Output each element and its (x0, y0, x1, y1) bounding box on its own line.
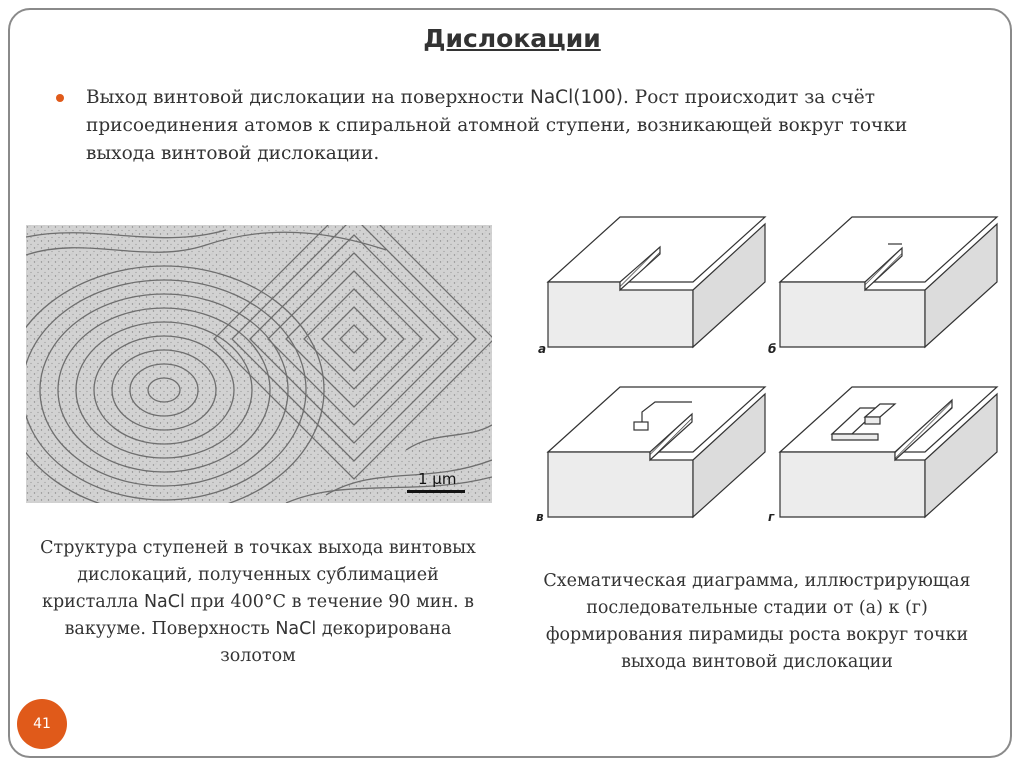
bullet-text (86, 84, 966, 168)
growth-stages-diagram (530, 212, 1010, 530)
panel-label-g: г (768, 510, 775, 524)
micrograph-caption (30, 535, 486, 670)
panel-label-b: б (768, 342, 777, 356)
block-panel-b (780, 217, 997, 347)
panel-label-a: а (538, 342, 547, 356)
bullet-text-part1: Выход винтовой дислокации на поверхности (86, 87, 530, 108)
caption-left-formula2: NaCl (275, 619, 317, 639)
caption-left-formula1: NaCl (143, 592, 185, 612)
panel-label-v: в (536, 510, 544, 524)
scale-bar (407, 490, 465, 493)
block-panel-g (780, 387, 997, 517)
diagram-caption: Схематическая диаграмма, иллюстрирующая последовательные стадии от (а) к (г) формирования пирамиды роста вокруг точки выхода винтовой дислокации (543, 571, 971, 672)
bullet-dot-icon (56, 94, 64, 102)
micrograph-image (26, 225, 492, 503)
bullet-formula: NaCl(100) (530, 87, 623, 108)
page-number-badge: 41 (17, 699, 67, 749)
scale-bar-label: 1 μm (418, 470, 457, 488)
block-panel-a (548, 217, 765, 347)
caption-left-part3: декорирована золотом (220, 619, 452, 666)
block-panel-v (548, 387, 765, 517)
caption-left-part2: при 400°C в течение 90 мин. в вакууме. Поверхность (64, 592, 474, 639)
caption-left-part1: Структура ступеней в точках выхода винтовых дислокаций, полученных сублимацией кристалла (40, 538, 476, 612)
bullet-text-part2: . Рост происходит за счёт присоединения атомов к спиральной атомной ступени, возникающей вокруг точки выхода винтовой дислокации. (86, 87, 908, 164)
slide-title: Дислокации (423, 24, 601, 53)
